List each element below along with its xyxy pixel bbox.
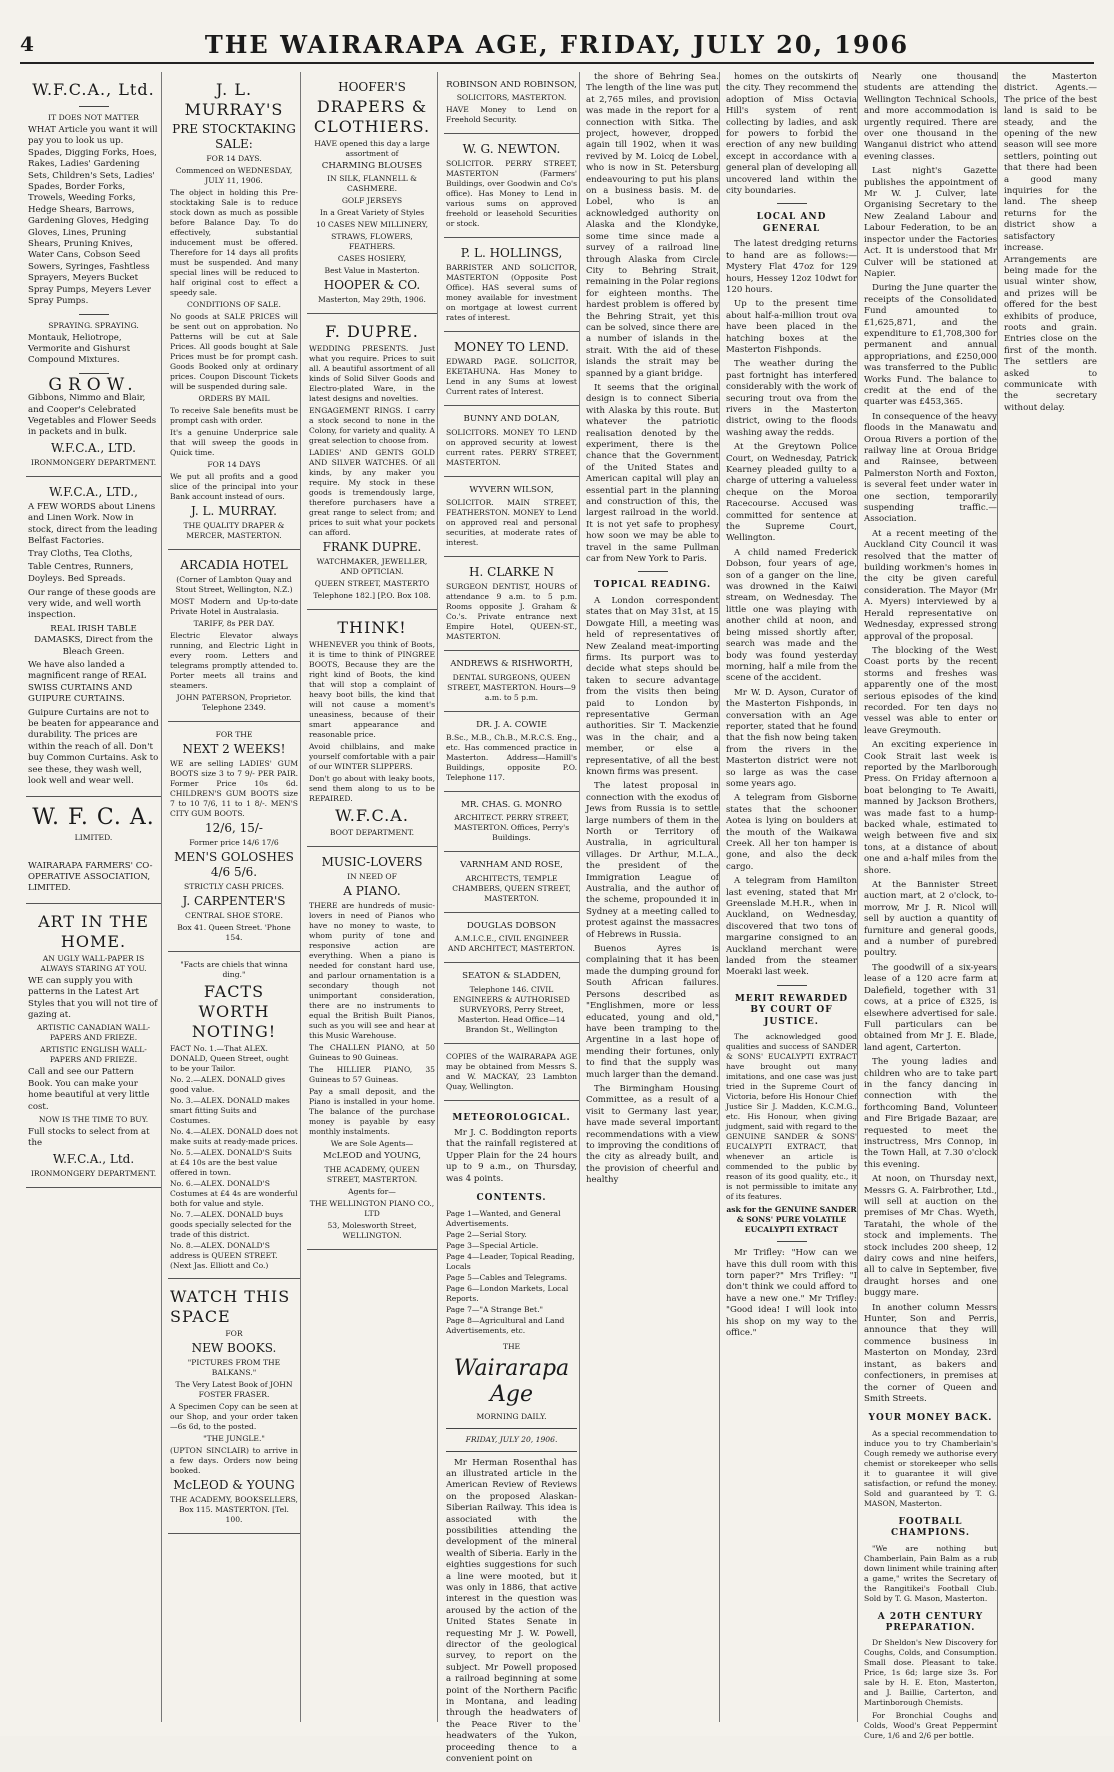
dateline: FRIDAY, JULY 20, 1906.: [465, 1434, 558, 1444]
list-item: Page 2—Serial Story.: [446, 1229, 527, 1239]
section-head: LOCAL AND GENERAL: [756, 212, 827, 234]
section-head: FOOTBALL CHAMPIONS.: [891, 1516, 970, 1539]
ad-head: PRE STOCKTAKING SALE:: [172, 122, 296, 151]
article-text: The blocking of the West Coast ports by the recent storms and freshes was apparently one of the most serious episodes of the kind recorded. For ten days no vessel was able to enter or leave Greymouth.: [864, 645, 997, 736]
ad-text: (UPTON SINCLAIR) to arrive in a few days. Orders now being booked.: [170, 1446, 298, 1475]
art-in-home-ad: [26, 904, 161, 1188]
ad-text: (Corner of Lambton Quay and Stout Street, Wellington, N.Z.): [175, 575, 293, 594]
card-text: B.Sc., M.B., Ch.B., M.R.C.S. Eng., etc. Has commenced practice in Masterton. Address—Hamill's Buildings, opposite P.O. Telephone 117.: [446, 733, 577, 783]
card-robinson: [444, 72, 579, 134]
wfca-garden-ad: [26, 72, 161, 477]
ad-title: FACTS WORTH NOTING!: [191, 982, 277, 1041]
ad-text: 53, Molesworth Street, WELLINGTON.: [327, 1220, 417, 1240]
ad-text: Call and see our Pattern Book. You can make your home beautiful at very little cost.: [28, 1067, 150, 1112]
list-item: ARTISTIC CANADIAN WALL-PAPERS AND FRIEZE.: [36, 1023, 151, 1043]
list-item: CASES HOSIERY,: [337, 254, 407, 264]
ad-text: LADIES' AND GENTS GOLD AND SILVER WATCHES. Of all kinds, by any maker you require. My stock in these goods is tremendously large, therefore purchasers have a great range to select from; and prices to suit what your pockets can afford.: [309, 448, 435, 538]
list-item: No. 6.—ALEX. DONALD'S Costumes at £4 4s are wonderful both for value and style.: [170, 1179, 298, 1208]
card-text: ARCHITECT. PERRY STREET, MASTERTON. Offices, Perry's Buildings.: [453, 813, 570, 843]
article-text: Up to the present time about half-a-million trout ova have been placed in the hatching boxes at the Masterton Fishponds.: [726, 299, 857, 355]
ad-head: FOR 14 DAYS: [207, 460, 261, 469]
ad-text: TARIFF, 8s PER DAY.: [193, 619, 275, 628]
card-title: W. G. NEWTON.: [462, 142, 561, 157]
ad-text: JOHN PATERSON, Proprietor. Telephone 2349.: [176, 693, 292, 712]
card-text: SOLICITOR. MAIN STREET, FEATHERSTON. MONEY to Lend on approved real and personal securities, at moderate rates of interest.: [446, 498, 577, 548]
ad-title: W.F.C.A., Ltd.: [52, 1151, 135, 1166]
article-text: Buenos Ayres is complaining that it has been made the dumping ground for South African failures. Persons described as "Englishmen, more or less educated, young and old," have been tramping to the Argentine in a last hope of mending their fortunes, only to find that the supply was much larger than the demand.: [586, 944, 719, 1080]
nameplate-the: THE: [502, 1341, 521, 1351]
ad-title: W.F.C.A., LTD.: [50, 440, 136, 455]
ad-title: J. L. MURRAY'S: [184, 80, 284, 119]
card-newton: [444, 134, 579, 238]
article-text: Nearly one thousand students are attending the Wellington Technical Schools, and more accommodation is urgently required. There are over one thousand in the Wanganui district who attend evening classes.: [864, 72, 997, 162]
ad-text: Agents for—: [348, 1186, 396, 1196]
article-text: A child named Frederick Dobson, four years of age, son of a ganger on the line, was drowned in the Kaiwi stream, on Wednesday. The little one was playing with another child at noon, and being missed shortly after, search was made and the body was found yesterday morning, half a mile from the scene of the accident.: [726, 547, 857, 684]
list-item: Tray Cloths, Tea Cloths,: [28, 549, 133, 560]
ad-title: THINK!: [337, 618, 407, 638]
think-boots-ad: [307, 610, 437, 847]
watch-space-ad: [168, 1279, 300, 1534]
section-head: METEOROLOGICAL.: [452, 1112, 571, 1123]
article-text: the shore of Behring Sea. The length of the line was put at 2,765 miles, and provision was made in the report for a connection with Sitka. The project, however, dropped again till 1902, when it was revived by M. Loicq de Lobel, who is now in St. Petersburg endeavouring to put his plans on a business basis. M. de Lobel, who is an acknowledged authority on Alaska and the Klondyke, some time since made a survey of a railroad line through Alaska from Circle City to Behring Strait, remaining in the Polar regions for eighteen months. The hardest problem is offered by the Behring Strait, yet this can be solved, since there are a number of islands in the strait. With the aid of these islands the strait may be spanned by a giant bridge.: [586, 72, 719, 379]
ad-title: ARCADIA HOTEL: [180, 558, 288, 572]
article-text: "We are nothing but Chamberlain, Pain Balm as a rub down liniment while training after a game," writes the Secretary of the Rangitikei's Football Club. Sold by T. G. Mason, Masterton.: [864, 1543, 997, 1603]
article-text: The Birmingham Housing Committee, as a result of a visit to Germany last year, have made several important recommendations with a view to improving the conditions of the city as already built, and the provision of cheerful and healthy: [586, 1083, 719, 1186]
column-8: [997, 72, 1097, 1722]
card-varnham: [444, 852, 579, 912]
ad-sub: "Facts are chiels that winna ding.": [180, 960, 288, 979]
card-title: ROBINSON AND ROBINSON,: [446, 80, 577, 90]
ad-text: We are Sole Agents—: [330, 1139, 414, 1149]
ad-title: HOOFER'S: [338, 80, 406, 94]
ad-text: WE can supply you with patterns in the Latest Art Styles that you will not tire of gazing at.: [28, 975, 158, 1020]
card-text: HAVE Money to Lend on Freehold Security.: [446, 105, 577, 125]
article-text: It seems that the original design is to connect Siberia with Alaska by this route. But whatever the patriotic realisation denoted by the experiment, there is the chance that the Government of the United States and American capital will play an essential part in the planning and construction of this, the largest railroad in the world. It is not yet safe to prophesy how soon we may be able to travel in the same Pullman car from New York to Paris.: [586, 382, 719, 565]
list-item: Doyleys. Bed Spreads.: [28, 574, 126, 585]
card-cowie: [444, 712, 579, 792]
ad-text: The Very Latest Book of JOHN FOSTER FRASER.: [175, 1380, 293, 1399]
section-head: CONTENTS.: [476, 1193, 547, 1204]
ad-text: WEDDING PRESENTS. Just what you require. Prices to suit all. A beautiful assortment of all kinds of Solid Silver Goods and Electro-plated Ware, in the latest designs and novelties.: [309, 344, 435, 404]
wfca-linens-ad: [26, 477, 161, 797]
ad-title: HOOPER & CO.: [323, 278, 421, 293]
nameplate-sub: MORNING DAILY.: [476, 1411, 547, 1421]
article-text: At a recent meeting of the Auckland City Council it was resolved that the matter of building workmen's homes in the city be given careful consideration. The Mayor (Mr A. Myers) interviewed by a Herald representative on Wednesday, expressed strong approval of the proposal.: [864, 528, 997, 642]
ad-head: GROW.: [48, 374, 139, 395]
card-title: H. CLARKE N: [469, 565, 554, 580]
list-item: Page 8—Agricultural and Land Advertisements, etc.: [446, 1315, 565, 1335]
article-text: A telegram from Gisborne states that the schooner Aotea is lying on boulders at the mouth of the Waikawa Creek. All her ton hamper is gone, and also the deck cargo.: [726, 793, 857, 872]
list-item: Table Centres, Runners,: [28, 561, 134, 572]
card-text: EDWARD PAGE. SOLICITOR, EKETAHUNA. Has Money to Lend in any Sums at lowest Current rates of Interest.: [446, 357, 577, 397]
arcadia-hotel-ad: [168, 550, 300, 722]
article-text: the Masterton district. Agents.—The price of the best land is said to be steady, and the opening of the new season will see more settlers, pointing out that there had been a good many inquiries for the land. The sheep returns for the district show a satisfactory increase. Arrangements are being made for the usual winter show, and prizes will be offered for the best exhibits of produce, roots and grain. Entries close on the first of the month. The settlers are asked to communicate with the secretary without delay.: [1004, 72, 1097, 413]
ad-text: It's a genuine Underprice sale that will sweep the goods in Quick time.: [170, 428, 298, 457]
ad-text: "PICTURES FROM THE BALKANS.": [187, 1358, 281, 1377]
ad-title: DRAPERS & CLOTHIERS.: [313, 97, 431, 136]
page-number: 4: [20, 32, 34, 56]
ad-text: NOW IS THE TIME TO BUY.: [38, 1114, 149, 1124]
list-item: FACT No. 1.—That ALEX. DONALD, Queen Street, ought to be your Tailor.: [170, 1044, 289, 1073]
article-text: Mr W. D. Ayson, Curator of the Masterton Fishponds, in conversation with an Age reporter, stated that he found that the fish now being taken from the rivers in the Masterton district were not so large as was the case some years ago.: [726, 687, 857, 789]
list-item: No. 3.—ALEX. DONALD makes smart fitting Suits and Costumes.: [170, 1096, 290, 1125]
ad-head: CONDITIONS OF SALE.: [187, 300, 281, 309]
ad-text: WAIRARAPA FARMERS' CO-OPERATIVE ASSOCIATION, LIMITED.: [28, 860, 153, 894]
column-5: [579, 72, 719, 1722]
ad-text: Our range of these goods are very wide, and well worth inspection.: [28, 587, 156, 621]
article-text: The weather during the past fortnight has interfered considerably with the work of securing trout ova from the rivers in the Masterton district, owing to the floods washing away the redds.: [726, 359, 857, 438]
list-item: No. 5.—ALEX. DONALD'S Suits at £4 10s are the best value offered in town.: [170, 1148, 292, 1177]
ad-price: 12/6, 15/-: [205, 821, 263, 835]
ad-sub: AN UGLY WALL-PAPER IS ALWAYS STARING AT YOU.: [40, 953, 147, 973]
article-text: At the Bannister Street auction mart, at 2 o'clock, to-morrow, Mr J. R. Nicol will sell by auction a quantity of furniture and general goods, and a number of purebred poultry.: [864, 880, 997, 959]
ad-text: WHAT Article you want it will pay you to look us up. Spades, Digging Forks, Hoes, Rakes, Ladies' Gardening Sets, Children's Sets, Ladies' Spades, Border Forks, Trowels, Weeding Forks, Hedge Shears, Barrows, Gardening Gloves, Hedging Gloves, Lines, Pruning Shears, Pruning Knives, Water Cans, Cobson Seed Sowers, Syringes, Fashtless Sprayers, Meyers Bucket Spray Pumps, Meyers Lever Spray Pumps.: [28, 125, 158, 307]
ad-text: Electric Elevator always running, and Electric Light in every room. Letters and telegrams promptly attended to. Porter meets all trains and steamers.: [170, 631, 298, 690]
ad-text: The object in holding this Pre-stocktaking Sale is to reduce stock down as much as possible before Balance Day. To do effectively, substantial inducement must be offered. Therefore for 14 days all profits must be suspended. And many special lines will be reduced to half original cost to effect a speedy sale.: [170, 188, 298, 297]
ad-text: WHENEVER you think of Boots, it is time to think of PINGREE BOOTS, Because they are the right kind of Boots, the kind that will stop a complaint of heavy boot bills, the kind that will not cause a moment's uneasiness, because of their smart appearance and reasonable price.: [309, 640, 435, 740]
list-item: Page 6—London Markets, Local Reports.: [446, 1283, 569, 1303]
card-text: SOLICITORS, MASTERTON.: [456, 93, 567, 103]
ad-title: FRANK DUPRE.: [322, 540, 422, 555]
ad-title: W.F.C.A.: [335, 806, 409, 826]
list-item: No. 2.—ALEX. DONALD gives good value.: [170, 1075, 286, 1094]
card-text: SOLICITORS. MONEY TO LEND on approved security at lowest current rates. PERRY STREET, MASTERTON.: [446, 427, 577, 467]
column-2: [161, 72, 300, 1722]
list-item: Page 4—Leader, Topical Reading, Locals: [446, 1251, 575, 1271]
ad-text: THE QUALITY DRAPER & MERCER, MASTERTON.: [183, 521, 285, 540]
section-head: TOPICAL READING.: [593, 580, 712, 591]
ad-title: NEXT 2 WEEKS!: [182, 742, 286, 756]
ad-text: The HILLIER PIANO, 35 Guineas to 57 Guineas.: [309, 1065, 435, 1085]
ad-text: THE ACADEMY, QUEEN STREET, MASTERTON.: [324, 1164, 420, 1184]
list-item: ARTISTIC ENGLISH WALL-PAPERS AND FRIEZE.: [40, 1045, 147, 1065]
ad-title: NEW BOOKS.: [191, 1341, 277, 1355]
list-item: No. 8.—ALEX. DONALD'S address is QUEEN STREET. (Next Jas. Elliott and Co.): [170, 1241, 278, 1270]
column-1: [26, 72, 161, 1722]
ad-dept: IRONMONGERY DEPARTMENT.: [30, 457, 157, 467]
ad-text: Montauk, Heliotrope, Vermorite and Gishurst Compound Mixtures.: [28, 332, 131, 366]
section-head: MERIT REWARDED BY COURT OF JUSTICE.: [734, 993, 849, 1027]
article-text: At noon, on Thursday next, Messrs G. A. Fairbrother, Ltd., will sell at auction on the premises of Mr Chas. Wyeth, Taratahi, the whole of the stock and implements. The stock includes 200 sheep, 12 dairy cows and nine heifers, all to calve in September, five draught horses and one buggy mare.: [864, 1174, 997, 1299]
article-text: At the Greytown Police Court, on Wednesday, Patrick Kearney pleaded guilty to a charge of uttering a valueless cheque on the Moroa Racecourse. Accused was committed for sentence at the Supreme Court, Wellington.: [726, 442, 857, 544]
list-item: Page 3—Special Article.: [446, 1240, 539, 1250]
ad-text: LIMITED.: [74, 832, 113, 842]
ad-text: THERE are hundreds of music-lovers in need of Pianos who have no money to waste, to whom purity of tone and responsive action are everything. When a piano is needed for constant hard use, and parlour ornamentation is a secondary though not unimportant consideration, there are no instruments to equal the British Built Pianos, such as you will see and hear at this Music Warehouse.: [309, 901, 435, 1041]
ad-text: Best Value in Masterton.: [324, 266, 420, 276]
column-3: [300, 72, 437, 1722]
ad-text: We put all profits and a good slice of the principal into your Bank account instead of ours.: [170, 472, 298, 501]
card-dobson: [444, 913, 579, 963]
card-text: A.M.I.C.E., CIVIL ENGINEER AND ARCHITECT, MASTERTON.: [448, 934, 575, 954]
ad-title: ART IN THE HOME.: [38, 911, 149, 951]
ad-text: Former price 14/6 17/6: [189, 838, 279, 847]
card-money: [444, 332, 579, 406]
ad-text: Box 41. Queen Street. 'Phone 154.: [177, 923, 291, 942]
ad-text: Masterton, May 29th, 1906.: [318, 295, 426, 305]
ad-text: Pay a small deposit, and the Piano is installed in your home. The balance of the purchase money is payable by easy monthly instalments.: [309, 1087, 435, 1137]
list-item: 10 CASES NEW MILLINERY,: [315, 220, 429, 230]
ad-head: ORDERS BY MAIL: [198, 394, 270, 403]
ad-text: A Specimen Copy can be seen at our Shop, and your order taken—6s 6d, to the posted.: [170, 1402, 298, 1431]
dupre-ad: [307, 314, 437, 610]
article-text: Mr J. C. Boddington reports that the rainfall registered at Upper Plain for the 24 hours up to 9 a.m., on Thursday, was 4 points.: [446, 1128, 577, 1184]
ad-title: F. DUPRE.: [325, 322, 419, 342]
wfca-assoc-ad: [26, 797, 161, 904]
card-title: BUNNY AND DOLAN,: [463, 414, 560, 425]
ad-text: We have also landed a magnificent range of REAL SWISS CURTAINS AND GUIPURE CURTAINS.: [28, 660, 147, 705]
ad-text: THE ACADEMY, BOOKSELLERS, Box 115. MASTERTON. [Tel. 100.: [170, 1495, 298, 1524]
ad-text: "THE JUNGLE.": [203, 1434, 265, 1443]
carpenter-boots-ad: [168, 722, 300, 952]
piano-ad: [307, 847, 437, 1249]
ad-text: QUEEN STREET, MASTERTO: [314, 579, 430, 589]
ad-text: HAVE opened this day a large assortment of: [314, 139, 430, 158]
ad-text: Gibbons, Nimmo and Blair, and Cooper's Celebrated Vegetables and Flower Seeds in packets and in bulk.: [28, 393, 157, 438]
ad-text: McLEOD and YOUNG,: [323, 1151, 421, 1162]
article-text: Mr Herman Rosenthal has an illustrated article in the American Review of Reviews on the proposed Alaskan-Siberian Railway. This idea is associated with the possibilities attending the development of the mineral wealth of Siberia. Early in the eighties suggestions for such a line were mooted, but it was only in 1886, that active interest in the question was aroused by the action of the United States Senate in requesting Mr J. W. Powell, director of the geological survey, to report on the subject. Mr Powell proposed a railroad beginning at some point of the Northern Pacific in Montana, and leading through the headwaters of the Peace River to the headwaters of the Yukon, proceeding thence to a convenient point on: [446, 1457, 577, 1765]
card-seaton: [444, 963, 579, 1043]
ad-title: A PIANO.: [343, 884, 401, 899]
card-hollings: [444, 238, 579, 332]
ad-text: Don't go about with leaky boots, send them along to us to be REPAIRED.: [309, 774, 435, 804]
card-text: COPIES of the WAIRARAPA AGE may be obtained from Messrs S. and W. MACKAY, 23 Lambton Quay, Wellington.: [446, 1051, 577, 1091]
nameplate: Wairarapa Age: [453, 1355, 570, 1407]
card-wilson: [444, 477, 579, 557]
column-4: [437, 72, 579, 1765]
ad-text: In a Great Variety of Styles: [319, 208, 425, 218]
card-title: SEATON & SLADDEN,: [462, 971, 561, 982]
list-item: No. 4.—ALEX. DONALD does not make suits at ready-made prices.: [170, 1127, 298, 1146]
ad-title: J. CARPENTER'S: [182, 894, 286, 908]
masthead: [20, 26, 1094, 64]
ad-head: SPRAYING. SPRAYING.: [48, 320, 139, 330]
ad-title: W.F.C.A., Ltd.: [32, 80, 155, 99]
list-item: Page 7—"A Strange Bet.": [446, 1304, 543, 1314]
card-title: DOUGLAS DOBSON: [466, 920, 557, 931]
article-text: Dr Sheldon's New Discovery for Coughs, Colds, and Consumption. Small dose. Pleasant to take. Price, 1s 6d; large size 3s. For sale by H. E. Eton, Masterton, and J. Baillie, Carterton, and Martinborough Chemists.: [864, 1638, 997, 1708]
article-text: A telegram from Hamilton last evening, stated that Mr Greenslade M.H.R., when in Auckland, on Wednesday, discovered that two tons of margarine consigned to an Auckland merchant were landed from the steamer Moeraki last week.: [726, 876, 857, 978]
card-text: BARRISTER AND SOLICITOR, MASTERTON (Opposite Post Office). HAS several sums of money available for investment on mortgage at lowest current rates of interest.: [446, 263, 577, 323]
article-text: The latest proposal in connection with the exodus of Jews from Russia is to settle large numbers of them in the North or Territory of Australia, in agricultural villages. Dr Arthur, M.L.A., the president of the Immigration League of Australia, and the author of the scheme, propounded it in Sydney at a meeting called to protest against the massacres of Hebrews in Russia.: [586, 781, 719, 940]
masthead-title: THE WAIRARAPA AGE, FRIDAY, JULY 20, 1906: [204, 29, 910, 59]
ad-text: CENTRAL SHOE STORE.: [185, 911, 283, 920]
copies-notice: [444, 1044, 579, 1101]
ad-text: WE are selling LADIES' GUM BOOTS size 3 to 7 9/- PER PAIR. Former Price 10s 6d. CHILDREN'S GUM BOOTS size 7 to 10 7/6, 11 to 1 8/-. MEN'S CITY GUM BOOTS.: [170, 759, 298, 818]
ad-text: Commenced on WEDNESDAY, JULY 11, 1906.: [175, 166, 293, 185]
article-text: As a special recommendation to induce you to try Chamberlain's Cough remedy we authorise every chemist or storekeeper who sells it to guarantee it will give satisfaction, or refund the money. Sold and guaranteed by T. G. MASON, Masterton.: [864, 1428, 997, 1508]
ad-title: MUSIC-LOVERS: [321, 855, 423, 870]
ad-text: GOLF JERSEYS: [341, 196, 403, 206]
ad-title: McLEOD & YOUNG: [173, 1478, 295, 1492]
article-text: A London correspondent states that on May 31st, at 15 Dowgate Hill, a meeting was held of representatives of New Zealand meat-importing firms. Its purport was to decide what steps should be taken to secure advantage from the visits then being paid to London by representative German authorities. Sir T. Mackenzie was in the chair, and a member, or else a representative, of all the best known firms was present.: [586, 595, 719, 777]
ad-text: BOOT DEPARTMENT.: [329, 828, 415, 838]
column-6: [719, 72, 857, 1722]
list-item: STRAWS, FLOWERS, FEATHERS.: [331, 232, 413, 252]
article-text: In consequence of the heavy floods in the Manawatu and Oroua Rivers a portion of the railway line at Oroua Bridge and Rainsee, between Palmerston North and Foxton, is several feet under water in one section, temporarily suspending traffic.—Association.: [864, 411, 997, 525]
article-text: In another column Messrs Hunter, Son and Perris, announce that they will commence business in Masterton on Monday, 23rd instant, as bakers and confectioners, in premises at the corner of Queen and Smith Streets.: [864, 1302, 997, 1404]
ad-text: IN SILK, FLANNELL & CASHMERE.: [327, 174, 417, 194]
card-text: DENTAL SURGEONS, QUEEN STREET, MASTERTON. Hours—9 a.m. to 5 p.m.: [447, 672, 576, 702]
card-title: P. L. HOLLINGS,: [460, 246, 563, 261]
meteorological: [444, 1101, 579, 1772]
article-text: Mr Trifley: "How can we have this dull room with this torn paper?" Mrs Trifley: "I don't think we could afford to have a new one." Mr Trifley: "Good idea! I will look into his shop on my way to the office.": [726, 1248, 857, 1338]
article-text: Last night's Gazette publishes the appointment of Mr W. J. Culver, late Organising Secretary to the New Zealand Labour and Labour Federation, to be an inspector under the Factories Act. It is understood that Mr Culver will be stationed at Napier.: [864, 166, 997, 279]
ad-text: IN NEED OF: [347, 872, 397, 882]
ad-text: Guipure Curtains are not to be beaten for appearance and durability. The prices are within the reach of all. Don't buy Common Curtains. Ask to see these, they wash well, look well and wear well.: [28, 707, 159, 787]
ad-text: FOR 14 DAYS.: [206, 154, 262, 163]
ad-head: IT DOES NOT MATTER: [48, 113, 139, 122]
hoofer-ad: [307, 72, 437, 314]
card-text: SOLICITOR. PERRY STREET, MASTERTON (Farmers' Buildings, over Goodwin and Co's office). Has Money to Lend in various sums on approved freehold or leasehold Securities or stock.: [446, 159, 577, 229]
ad-head: FOR THE: [215, 730, 253, 739]
article-text: The young ladies and children who are to take part in the fancy dancing in connection with the forthcoming Band, Volunteer and Fire Brigade Bazaar, are requested to meet the instructress, Mrs Connop, in the Town Hall, at 7.30 o'clock this evening.: [864, 1057, 997, 1170]
ad-text: A FEW WORDS about Linens and Linen Work. Now in stock, direct from the leading Belfast Factories.: [28, 501, 158, 546]
article-text: The acknowledged good qualities and success of SANDER & SONS' EUCALYPTI EXTRACT have brought out many imitations, and one case was just tried in the Supreme Court of Victoria, before His Honour Chief Justice Sir J. Madden, K.C.M.G., etc. His Honour, when giving judgment, said with regard to the GENUINE SANDER & SONS' EUCALYPTI EXTRACT, that whenever an article is commended to the public by reason of its good quality, etc., it is not permissible to imitate any of its features.: [726, 1032, 857, 1202]
ad-text: Full stocks to select from at the: [28, 1126, 150, 1149]
ad-title: WATCH THIS SPACE: [170, 1287, 291, 1326]
card-title: ANDREWS & RISHWORTH,: [450, 659, 573, 670]
article-text: For Bronchial Coughs and Colds, Wood's Great Peppermint Cure, 1/6 and 2/6 per bottle.: [864, 1711, 997, 1741]
card-text: Telephone 146. CIVIL ENGINEERS & AUTHORISED SURVEYORS, Perry Street, Masterton. Head Office—14 Brandon St., Wellington: [453, 984, 570, 1034]
article-text: An exciting experience in Cook Strait last week is reported by the Marlborough Press. On Friday afternoon a boat belonging to Te Awaiti, manned by Jackson Brothers, was made fast to a hump-backed whale, estimated to weigh between five and six tons, at a distance of about one and a-half miles from the shore.: [864, 740, 997, 876]
murray-sale-ad: [168, 72, 300, 550]
ad-price: MEN'S GOLOSHES 4/6 5/6.: [174, 850, 294, 879]
section-head: YOUR MONEY BACK.: [868, 1413, 993, 1424]
article-text: homes on the outskirts of the city. They recommend the adoption of Miss Octavia Hill's system of rent collecting by ladies, and ask for powers to forbid the erection of any new building except in accordance with a general plan of developing all uncovered land within the city boundaries.: [726, 72, 857, 197]
ad-text: FOR: [225, 1329, 243, 1338]
column-7: [857, 72, 997, 1741]
ad-text: The CHALLEN PIANO, at 50 Guineas to 90 Guineas.: [309, 1043, 435, 1063]
article-text: The goodwill of a six-years lease of a 120 acre farm at Dalefield, together with 31 cows, at a price of £325, is elsewhere advertised for sale. Full particulars can be obtained from Mr J. E. Blade, land agent, Carterton.: [864, 962, 997, 1053]
ad-title: J. L. MURRAY.: [191, 504, 277, 518]
card-title: DR. J. A. COWIE: [476, 719, 547, 730]
ad-text: STRICTLY CASH PRICES.: [184, 882, 284, 891]
list-item: Page 1—Wanted, and General Advertisements.: [446, 1208, 561, 1228]
card-text: SURGEON DENTIST, HOURS of attendance 9 a.m. to 5 p.m. Rooms opposite J. Graham & Co.'s. Private entrance next Empire Hotel, QUEEN-ST., MASTERTON.: [446, 582, 577, 642]
card-monro: [444, 792, 579, 852]
article-text: The latest dredging returns to hand are as follows:—Mystery Flat 47oz for 129 hours, Hessey 12oz 10dwt for 120 hours.: [726, 239, 857, 295]
ad-text: To receive Sale benefits must be prompt cash with order.: [170, 406, 298, 425]
card-title: MR. CHAS. G. MONRO: [461, 800, 562, 811]
ad-text: ENGAGEMENT RINGS. I carry a stock second to none in the Colony, for variety and quality. A great selection to choose from.: [309, 406, 435, 446]
list-item: No. 7.—ALEX. DONALD buys goods specially selected for the trade of this district.: [170, 1210, 292, 1239]
ad-dept: IRONMONGERY DEPARTMENT.: [30, 1168, 157, 1178]
ad-text: CHARMING BLOUSES: [321, 161, 423, 171]
card-title: WYVERN WILSON,: [469, 484, 554, 495]
ad-text: REAL IRISH TABLE DAMASKS, Direct from the Bleach Green.: [34, 623, 153, 657]
facts-ad: [168, 952, 300, 1279]
ad-text: WATCHMAKER, JEWELLER, AND OPTICIAN.: [316, 557, 428, 577]
section-head: A 20TH CENTURY PREPARATION.: [877, 1611, 984, 1633]
article-text: During the June quarter the receipts of the Consolidated Fund amounted to £1,625,871, and the expenditure to £1,708,300 for permanent and annual appropriations, and £250,000 was transferred to the Public Works Fund. The balance to credit at the end of the quarter was £453,365.: [864, 283, 997, 408]
card-title: VARNHAM AND ROSE,: [460, 860, 563, 871]
ad-title: W. F. C. A.: [32, 804, 155, 830]
ad-text: Telephone 182.] [P.O. Box 108.: [313, 591, 431, 601]
card-title: MONEY TO LEND.: [453, 340, 569, 355]
ad-text: MOST Modern and Up-to-date Private Hotel in Australasia.: [170, 597, 298, 616]
card-andrews: [444, 651, 579, 711]
article-text: ask for the GENUINE SANDER & SONS' PURE VOLATILE EUCALYPTI EXTRACT: [726, 1205, 857, 1235]
card-clarke: [444, 557, 579, 651]
ad-text: Avoid chilblains, and make yourself comfortable with a pair of our WINTER SLIPPERS.: [309, 742, 435, 772]
ad-text: THE WELLINGTON PIANO CO., LTD: [309, 1198, 435, 1218]
card-text: ARCHITECTS, TEMPLE CHAMBERS, QUEEN STREET, MASTERTON.: [452, 873, 571, 903]
ad-text: No goods at SALE PRICES will be sent out on approbation. No Patterns will be cut at Sale Prices. All goods bought at Sale Prices must be for prompt cash. Goods Booked only at ordinary prices. Coupon Discount Tickets will be suspended during sale.: [170, 312, 298, 391]
list-item: Page 5—Cables and Telegrams.: [446, 1272, 568, 1282]
card-bunny: [444, 406, 579, 476]
ad-title: W.F.C.A., LTD.,: [49, 484, 138, 499]
